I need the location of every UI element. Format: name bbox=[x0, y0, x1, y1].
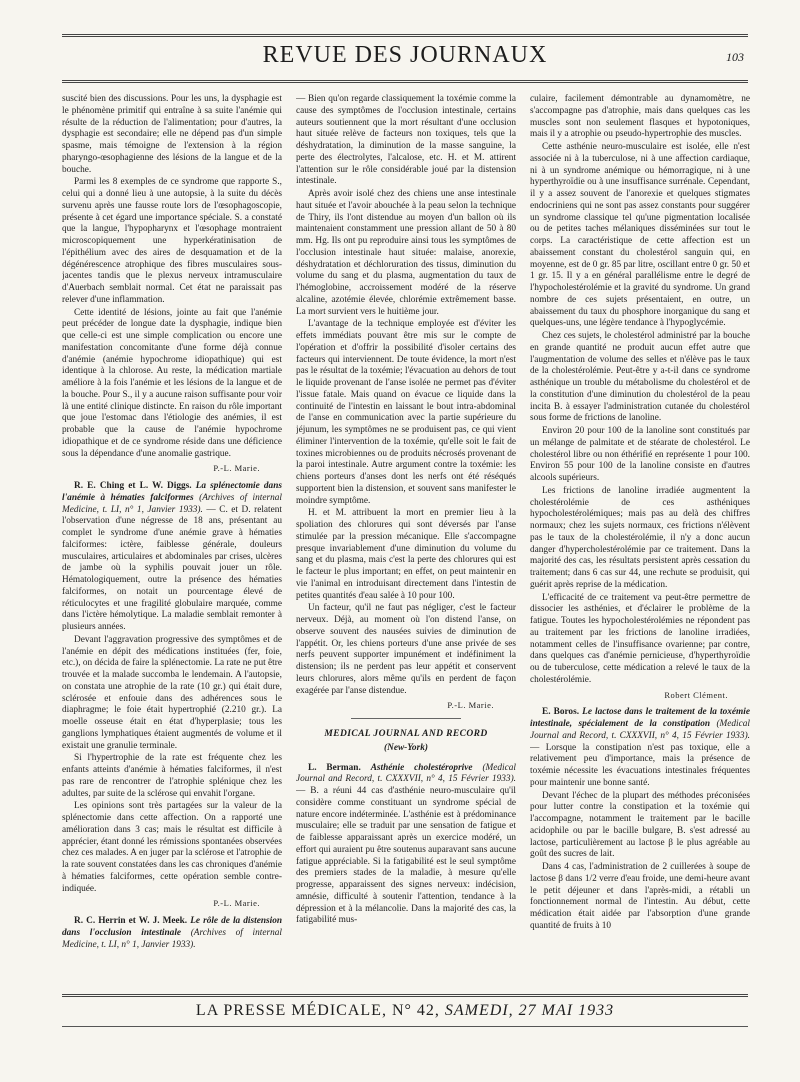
article-entry bbox=[530, 707, 750, 789]
article-source: (Archives of internal Medicine, t. LI, n° 1, Janvier 1933). bbox=[62, 927, 282, 950]
article-title: Le lactose dans le traitement de la toxémie intestinale, spécialement de la constipation bbox=[530, 707, 750, 729]
article-text: — C. et D. relatent l'observation d'une négresse de 18 ans, présentant au complet le syndrome d'une anémie grave à hématies falciformes: ictère, faiblesse générale, douleurs musculaires, articulaires et abdominales par crises, ulcères de jambe où la syphilis pouvait jouer un rôle. Hématologiquement, outre la présence des hématies falciformes, on notait un pourcentage élevé de réticulocytes et une fragilité globulaire marquée, comme dans l'ictère hémolytique. La maladie semblait remonter à plusieurs années. bbox=[62, 504, 282, 632]
signature: P.-L. Marie. bbox=[447, 700, 494, 711]
paragraph: Cette identité de lésions, jointe au fait que l'anémie peut précéder de longue date la dysphagie, indique bien que celle-ci est une simple complication ou encore une manifestation concomitante d'une forme déjà connue d'anémie (anémie hypochrome idiopathique) qui est identique à la chlorose. Au reste, la médication martiale améliore à la fois l'anémie et les lésions de la langue et de la bouche. Pour S., il y a aucune raison suffisante pour voir là une entité clinique distincte. En raison du rôle important que joue l'estomac dans l'étiologie des anémies, il est probable que la cause de l'anémie hypochrome idiopathique et de ce syndrome réside dans une déficience sous la dépendance d'une anomalie gastrique. bbox=[62, 307, 282, 459]
journal-section-heading: MEDICAL JOURNAL AND RECORD bbox=[324, 729, 488, 739]
paragraph: Cette asthénie neuro-musculaire est isolée, elle n'est associée ni à la tuberculose, ni à une affection cardiaque, ni à un syndrome anémique ou hémorragique, ni à une hyperthyroïdie ou à une insuffisance surrénale. Cependant, il y a assez souvent de l'anorexie et quelques stigmates endocriniens qui ne sont pas assez constants pour suggérer un syndrome classique tel qu'une pigmentation localisée ou de petites taches mélaniques disséminées sur tout le corps. La caractéristique de cette affection est un abaissement constant du cholestérol sanguin qui, en moyenne, est de 0 gr. 85 par litre, oscillant entre 0 gr. 50 et 1 gr. 15. Il y a en général parallélisme entre le degré de l'hypocholestérolémie et la gravité du syndrome. Un grand nombre de ces sujets présentaient, en outre, un abaissement du taux du phosphore inorganique du sang et quelques-uns, une légère tendance à l'hypoglycémie. bbox=[530, 142, 750, 329]
signature: Robert Clément. bbox=[664, 689, 728, 700]
paragraph: Devant l'échec de la plupart des méthodes préconisées pour lutter contre la constipation et la toxémie qui l'accompagne, notamment le traitement par le bacille acidophile ou par le bacille bulgare, B. s'est adressé au lactose, particulièrement au lactose β le plus agréable au goût des sucres de lait. bbox=[530, 790, 750, 860]
article-entry bbox=[62, 916, 282, 951]
paragraph: Si l'hypertrophie de la rate est fréquente chez les enfants atteints d'anémie à hématies falciformes, il n'est pas rare de rencontrer de l'atrophie splénique chez les adultes, par suite de la sclérose qui envahit l'organe. bbox=[62, 753, 282, 799]
page-number: 103 bbox=[726, 50, 744, 64]
running-title: REVUE DES JOURNAUX bbox=[262, 42, 548, 68]
paragraph: L'avantage de la technique employée est d'éviter les effets immédiats pouvant être mis sur le compte de l'opération et d'offrir la possibilité d'isoler certains des facteurs qui interviennent. De toute évidence, la mort n'est pas le résultat de la toxémie; l'évacuation au dehors de tout le liquide provenant de l'anse isolée ne permet pas d'éviter l'issue fatale. Mais quand on évacue ce liquide dans la continuité de l'intestin en laissant le bout intra-abdominal de l'anse en communication avec la partie supérieure du jéjunum, les symptômes ne se produisent pas, ce qui vient éliminer l'intervention de la toxémie, qu'elle soit le fait de toxines microbiennes ou de produits nécrosés provenant de la paroi intestinale. Autre argument contre la toxémie: les chiens porteurs d'anses dont les nerfs ont été réséqués supportent bien la distension, et souvent sans manifester le moindre symptôme. bbox=[296, 319, 516, 506]
section-separator bbox=[351, 718, 461, 719]
header-rule bbox=[62, 80, 748, 83]
paragraph: Devant l'aggravation progressive des symptômes et de l'anémie en dépit des médications instituées (fer, foie, etc.), on décida de faire la splénectomie. La rate ne put être trouvée et la malade succomba le lendemain. A l'autopsie, on constata une atrophie de la rate (10 gr.) qui était dure, sclérosée et enfouie dans des adhérences sous le diaphragme; le foie était hypertrophié (2.210 gr.). La moelle osseuse était en état d'hyperplasie; tous les ganglions lymphatiques étaient augmentés de volume et il existait une granulie terminale. bbox=[62, 634, 282, 751]
footer-date: SAMEDI, 27 MAI 1933 bbox=[444, 1002, 615, 1019]
page-header bbox=[62, 38, 748, 74]
article-authors: R. E. Ching et L. W. Diggs. bbox=[74, 481, 192, 491]
article-source: (Archives of internal Medicine, t. LI, n° 1, Janvier 1933). bbox=[62, 492, 282, 515]
paragraph: suscité bien des discussions. Pour les uns, la dysphagie est le phénomène primitif qui entraîne à sa suite l'anémie qui résulte de la réduction de l'alimentation; pour d'autres, la dysphagie est secondaire; elle ne dépend pas d'un simple spasme, mais témoigne de l'extension à la région pharyngo-œsophagienne des lésions de la langue et de la bouche. bbox=[62, 94, 282, 175]
article-entry bbox=[62, 481, 282, 634]
column-1 bbox=[62, 94, 282, 992]
bottom-rule bbox=[62, 1026, 748, 1027]
column-2 bbox=[296, 94, 516, 992]
paragraph: culaire, facilement démontrable au dynamomètre, ne s'accompagne pas d'atrophie, mais dans quelques cas les muscles sont non seulement flasques et hypotoniques, mais il y a atrophie ou pseudo-hypertrophie des muscles. bbox=[530, 94, 750, 140]
article-source: (Medical Journal and Record, t. CXXXVII, n° 4, 15 Février 1933). bbox=[296, 762, 516, 785]
paragraph: Dans 4 cas, l'administration de 2 cuillerées à soupe de lactose β dans 1/2 verre d'eau froide, une demi-heure avant le petit déjeuner et dans l'après-midi, a rétabli un fonctionnement normal de l'intestin. Au début, cette médication était aidée par l'absorption d'une grande quantité de fruits à 10 bbox=[530, 862, 750, 931]
top-rule bbox=[62, 34, 748, 37]
article-text: — Lorsque la constipation n'est pas toxique, elle a relativement peu d'importance, mais la présence de toxémie nécessite les évacuations intestinales fréquentes pour maintenir une bonne santé. bbox=[530, 742, 750, 788]
paragraph: Après avoir isolé chez des chiens une anse intestinale haut située et l'avoir abouchée à la peau selon la technique de Thiry, ils l'ont distendue au moyen d'un ballon où ils maintenaient constamment une pression allant de 50 à 80 mm. Hg. Ils ont pu reproduire ainsi tous les symptômes de l'occlusion intestinale haut située: malaise, anorexie, déshydratation et déchloruration des tissus, diminution du volume du sang et du plasma, augmentation du taux de l'hémoglobine, accroissement modéré de la réserve alcaline, azotémie élevée, chlorémie extrêmement basse. La mort survient vers le huitième jour. bbox=[296, 189, 516, 317]
paragraph: — Bien qu'on regarde classiquement la toxémie comme la cause des symptômes de l'occlusion intestinale, certains auteurs soutiennent que la mort résultant d'une occlusion haut située relève de facteurs non toxiques, tels que la déshydratation, la diminution de la masse sanguine, la perte des électrolytes, l'alcalose, etc. H. et M. attirent l'attention sur le rôle considérable joué par la distension intestinale. bbox=[296, 94, 516, 187]
article-authors: R. C. Herrin et W. J. Meek. bbox=[74, 916, 188, 926]
page-footer bbox=[62, 1002, 748, 1020]
journal-section-city: (New-York) bbox=[384, 742, 428, 753]
paragraph: H. et M. attribuent la mort en premier lieu à la spoliation des chlorures qui sont déversés par l'anse stimulée par la pression mécanique. Elle s'accompagne presque invariablement d'une diminution du volume du sang et du plasma, mais c'est la perte des chlorures qui est le facteur le plus important; en effet, on peut maintenir en vie l'animal en introduisant directement dans l'intestin de petites quantités d'eau salée à 10 pour 100. bbox=[296, 508, 516, 601]
article-title: La splénectomie dans l'anémie à hématies falciformes bbox=[62, 481, 282, 503]
article-entry bbox=[296, 763, 516, 928]
article-source: (Medical Journal and Record, t. CXXXVII, n° 4, 15 Février 1933). bbox=[530, 719, 750, 741]
paragraph: Les frictions de lanoline irradiée augmentent la cholestérolémie de ces asthéniques hypocholestérolémiques; mais pas au delà des chiffres normaux; chez les sujets normaux, ces frictions n'élèvent pas le taux de la cholestérolémie, il n'y a donc aucun danger d'hypercholestérolémie par ce traitement. Dans la majorité des cas, les résultats persistent après cessation du traitement; dans 6 cas sur 44, une rechute se produisit, qui guérit après reprise de la médication. bbox=[530, 485, 750, 590]
paragraph: Parmi les 8 exemples de ce syndrome que rapporte S., celui qui a donné lieu à une autopsie, à la suite du décès survenu après une fausse route lors de l'œsophagoscopie, présente à cet égard une importance spéciale. S. a constaté que la langue, l'hypopharynx et l'œsophage montraient microscopiquement une hyperkératinisation de l'épithélium avec des aires de desquamation et de la dégénérescence atrophique des fibres musculaires sous-jacentes tandis que le plexus nerveux intramusculaire d'Auerbach semblait normal. Cet état ne paraissait pas relever d'une inflammation. bbox=[62, 177, 282, 305]
article-text: — B. a réuni 44 cas d'asthénie neuro-musculaire qu'il considère comme constituant un syndrome spécial de nature encore indéterminée. L'asthénie est à prédominance musculaire; elle se traduit par une sensation de fatigue et de faiblesse apparaissant après un exercice modéré, un effort qui auraient pu être soutenus auparavant sans aucune fatigue appréciable. Si la fatigabilité est le seul symptôme des premiers stades de la maladie, à mesure qu'elle progresse, apparaissent des signes nerveux: indécision, amnésie, difficulté à soutenir l'attention, tendance à la dépression et à la mélancolie. Dans la majorité des cas, la fatigabilité mus- bbox=[296, 786, 516, 926]
paragraph: L'efficacité de ce traitement va peut-être permettre de dissocier les asthénies, et d'éclairer le problème de la fatigue. Toutes les hypocholestérolémies ne répondent pas au traitement par les frictions de lanoline irradiées, notamment celles de l'insuffisance ovarienne; par contre, dans quelques cas d'anémie pernicieuse, d'hyperthyroïdie ou de tuberculose, cette médication a relevé le taux de la cholestérolémie. bbox=[530, 592, 750, 685]
text-columns bbox=[62, 94, 750, 992]
article-title: Le rôle de la distension dans l'occlusion intestinale bbox=[62, 916, 282, 938]
column-3 bbox=[530, 94, 750, 992]
signature: P.-L. Marie. bbox=[213, 898, 260, 909]
signature: P.-L. Marie. bbox=[213, 463, 260, 474]
article-authors: L. Berman. bbox=[308, 762, 361, 773]
paragraph: Un facteur, qu'il ne faut pas négliger, c'est le facteur nerveux. Déjà, au moment où l'on distend l'anse, on observe souvent des nausées suivies de diminution de l'appétit. Or, les chiens porteurs d'une anse privée de ses nerfs peuvent supporter impunément et indéfiniment la distension; ils ne perdent pas leur appétit et conservent leurs chlorures, alors même qu'ils en perdent de façon exagérée par l'anse distendue. bbox=[296, 603, 516, 696]
paragraph: Environ 20 pour 100 de la lanoline sont constitués par un mélange de palmitate et de stéarate de cholestérol. Le cholestérol libre ou non éthérifié en représente 1 pour 100. Environ 55 pour 100 de la lanoline consiste en d'autres alcools supérieurs. bbox=[530, 426, 750, 483]
footer-journal: LA PRESSE MÉDICALE, N° 42, bbox=[195, 1002, 440, 1019]
paragraph: Les opinions sont très partagées sur la valeur de la splénectomie dans cette affection. On a rapporté une amélioration dans 3 cas; mais le résultat est difficile à apprécier, étant donné les rémissions spontanées observées chez ces malades. A en juger par la sclérose et l'atrophie de la rate souvent constatées dans les cas chroniques d'anémie à hématies falciformes, cette opération semble contre-indiquée. bbox=[62, 801, 282, 894]
article-title: Asthénie cholestéroprive bbox=[370, 762, 473, 773]
article-authors: E. Boros. bbox=[542, 707, 580, 718]
footer-rule bbox=[62, 994, 748, 997]
paragraph: Chez ces sujets, le cholestérol administré par la bouche en grande quantité ne produit aucun effet autre que l'augmentation de volume des selles et n'élève pas le taux de la cholestérolémie. Peut-être y a-t-il dans ce syndrome asthénique un trouble du métabolisme du cholestérol et de la constitution d'une diminution du cholestérol de la peau incita B. à essayer l'administration cutanée du cholestérol sous forme de frictions de lanoline. bbox=[530, 331, 750, 424]
